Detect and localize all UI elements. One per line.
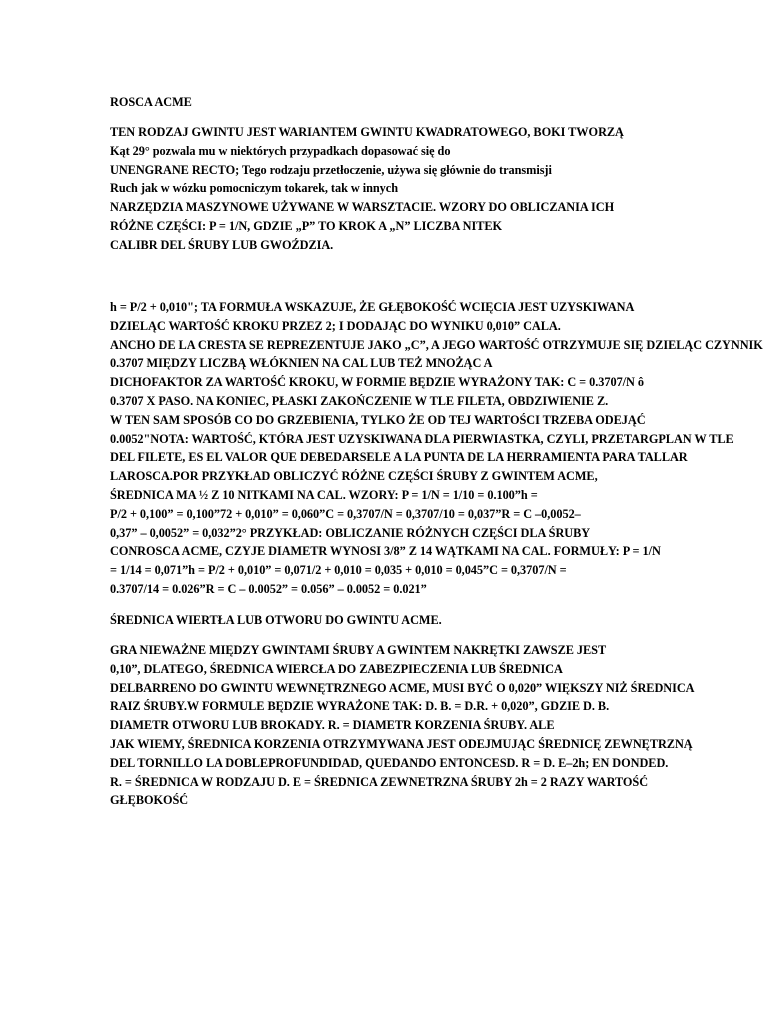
- drill-line: JAK WIEMY, ŚREDNICA KORZENIA OTRZYMYWANA JEST ODEJMUJĄC ŚREDNICĘ ZEWNĘTRZNĄ: [110, 736, 693, 751]
- intro-line: TEN RODZAJ GWINTU JEST WARIANTEM GWINTU KWADRATOWEGO, BOKI TWORZĄ: [110, 125, 624, 139]
- drill-paragraph: [110, 641, 766, 810]
- intro-line: NARZĘDZIA MASZYNOWE UŻYWANE W WARSZTACIE. WZORY DO OBLICZANIA ICH: [110, 200, 615, 215]
- drill-heading-block: [110, 611, 766, 630]
- intro-line: Ruch jak w wózku pomocniczym tokarek, tak w innych: [110, 181, 398, 196]
- formula-line: CONROSCA ACME, CZYJE DIAMETR WYNOSI 3/8” Z 14 WĄTKAMI NA CAL. FORMUŁY: P = 1/N: [110, 544, 661, 559]
- drill-line: DELBARRENO DO GWINTU WEWNĘTRZNEGO ACME, MUSI BYĆ O 0,020” WIĘKSZY NIŻ ŚREDNICA: [110, 680, 695, 695]
- drill-line: GŁĘBOKOŚĆ: [110, 793, 189, 808]
- drill-line: DIAMETR OTWORU LUB BROKADY. R. = DIAMETR KORZENIA ŚRUBY. ALE: [110, 718, 555, 733]
- formula-line: 0.3707 X PASO. NA KONIEC, PŁASKI ZAKOŃCZENIE W TLE FILETA, OBDZIWIENIE Z.: [110, 393, 609, 408]
- drill-line: R. = ŚREDNICA W RODZAJU D. E = ŚREDNICA ZEWNETRZNA ŚRUBY 2h = 2 RAZY WARTOŚĆ: [110, 774, 649, 789]
- intro-line: CALIBR DEL ŚRUBY LUB GWOŹDZIA.: [110, 237, 334, 252]
- intro-line: RÓŻNE CZĘŚCI: P = 1/N, GDZIE „P” TO KROK A „N” LICZBA NITEK: [110, 218, 503, 233]
- formula-line: ŚREDNICA MA ½ Z 10 NITKAMI NA CAL. WZORY: P = 1/N = 1/10 = 0.100”h =: [110, 487, 538, 502]
- drill-heading: ŚREDNICA WIERTŁA LUB OTWORU DO GWINTU ACME.: [110, 613, 442, 627]
- formula-line: h = P/2 + 0,010"; TA FORMUŁA WSKAZUJE, ŻE GŁĘBOKOŚĆ WCIĘCIA JEST UZYSKIWANA: [110, 300, 635, 314]
- document-title: ROSCA ACME: [110, 95, 192, 109]
- formula-line: P/2 + 0,100” = 0,100”72 + 0,010” = 0,060”C = 0,3707/N = 0,3707/10 = 0,037”R = C –0,0052–: [110, 506, 581, 521]
- formula-line: 0.3707/14 = 0.026”R = C – 0.0052” = 0.056” – 0.0052 = 0.021”: [110, 581, 427, 596]
- drill-line: RAIZ ŚRUBY.W FORMULE BĘDZIE WYRAŻONE TAK: D. B. = D.R. + 0,020”, GDZIE D. B.: [110, 699, 610, 714]
- intro-paragraph: [110, 123, 766, 255]
- document-title-block: [110, 93, 766, 112]
- formulas-paragraph: [110, 298, 766, 599]
- formula-line: 0.0052"NOTA: WARTOŚĆ, KTÓRA JEST UZYSKIWANA DLA PIERWIASTKA, CZYLI, PRZETARGPLAN W TLE: [110, 431, 734, 446]
- drill-line: GRA NIEWAŻNE MIĘDZY GWINTAMI ŚRUBY A GWINTEM NAKRĘTKI ZAWSZE JEST: [110, 643, 607, 657]
- formula-line: DZIELĄC WARTOŚĆ KROKU PRZEZ 2; I DODAJĄC DO WYNIKU 0,010” CALA.: [110, 318, 561, 333]
- formula-line: DICHOFAKTOR ZA WARTOŚĆ KROKU, W FORMIE BĘDZIE WYRAŻONY TAK: C = 0.3707/N ô: [110, 375, 644, 390]
- formula-line: ANCHO DE LA CRESTA SE REPREZENTUJE JAKO „C”, A JEGO WARTOŚĆ OTRZYMUJE SIĘ DZIELĄC CZYNNIK: [110, 337, 763, 352]
- formula-line: LAROSCA.POR PRZYKŁAD OBLICZYĆ RÓŻNE CZĘŚCI ŚRUBY Z GWINTEM ACME,: [110, 469, 598, 484]
- formula-line: 0,37” – 0,0052” = 0,032”2° PRZYKŁAD: OBLICZANIE RÓŻNYCH CZĘŚCI DLA ŚRUBY: [110, 525, 591, 540]
- drill-line: DEL TORNILLO LA DOBLEPROFUNDIDAD, QUEDANDO ENTONCESD. R = D. E–2h; EN DONDED.: [110, 755, 669, 770]
- intro-line: UNENGRANE RECTO; Tego rodzaju przetłoczenie, używa się głównie do transmisji: [110, 162, 552, 177]
- formula-line: DEL FILETE, ES EL VALOR QUE DEBEDARSELE A LA PUNTA DE LA HERRAMIENTA PARA TALLAR: [110, 450, 688, 465]
- drill-line: 0,10”, DLATEGO, ŚREDNICA WIERCŁA DO ZABEZPIECZENIA LUB ŚREDNICA: [110, 661, 563, 676]
- formula-line: = 1/14 = 0,071”h = P/2 + 0,010” = 0,071/2 + 0,010 = 0,035 + 0,010 = 0,045”C = 0,3707/N =: [110, 563, 567, 578]
- intro-line: Kąt 29° pozwala mu w niektórych przypadkach dopasować się do: [110, 143, 451, 158]
- formula-line: W TEN SAM SPOSÓB CO DO GRZEBIENIA, TYLKO ŻE OD TEJ WARTOŚCI TRZEBA ODEJĄĆ: [110, 412, 646, 427]
- formula-line: 0.3707 MIĘDZY LICZBĄ WŁÓKNIEN NA CAL LUB TEŻ MNOŻĄC A: [110, 356, 493, 371]
